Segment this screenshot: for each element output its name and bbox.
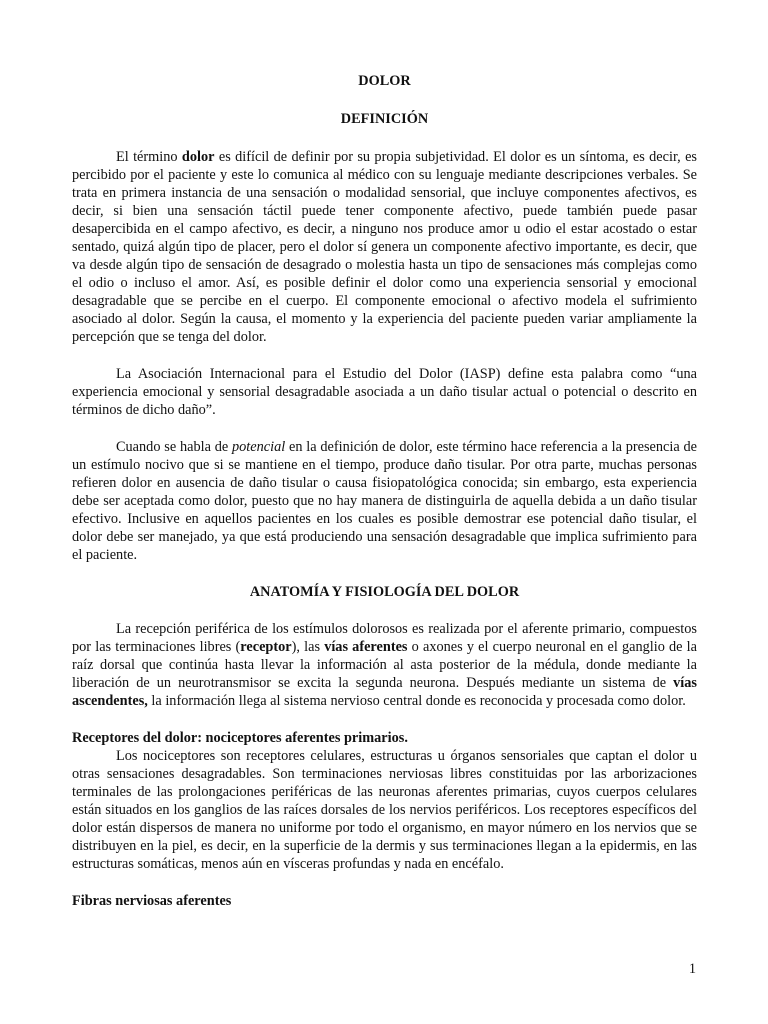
bold-term: dolor bbox=[181, 149, 215, 165]
bold-term: receptor bbox=[240, 639, 292, 655]
page-number: 1 bbox=[688, 961, 696, 977]
paragraph-receptores-1 bbox=[72, 747, 697, 873]
text-run: La recepción periférica de los estímulos dolorosos es realizada por el aferente primario, compuestos por las terminaciones libres ( bbox=[72, 621, 697, 655]
paragraph-definicion-3 bbox=[72, 438, 697, 564]
subheading-receptores: Receptores del dolor: nociceptores aferentes primarios. bbox=[72, 730, 408, 746]
document-title: DOLOR bbox=[358, 73, 411, 89]
text-run: la información llega al sistema nervioso central donde es reconocida y procesada como dolor. bbox=[147, 693, 686, 709]
section-heading-anatomia: ANATOMÍA Y FISIOLOGÍA DEL DOLOR bbox=[249, 584, 520, 600]
text-run: es difícil de definir por su propia subjetividad. El dolor es un síntoma, es decir, es percibido por el paciente y este lo comunica al médico con su lenguaje mediante descripciones verbales. Se trata en primera instancia de una sensación o modalidad sensorial, que incluye componentes afectivos, es decir, si bien una sensación táctil puede tener componente afectivo, puede también puede pasar desapercibida en el campo afectivo, es decir, a ninguno nos produce amor u odio el estar acostado o estar sentado, quizá algún tipo de placer, pero el dolor sí genera un componente afectivo importante, es decir, que va desde algún tipo de sensación de desagrado o molestia hasta un tipo de sensaciones más complejas como el odio o incluso el amor. Así, es posible definir el dolor como una experiencia sensorial y emocional desagradable que se percibe en el cuerpo. El componente emocional o afectivo modela el sufrimiento asociado al dolor. Según la causa, el momento y la experiencia del paciente pueden variar ampliamente la percepción que se tenga del dolor. bbox=[72, 149, 697, 345]
text-run: El término bbox=[116, 149, 182, 165]
text-run: o axones y el cuerpo neuronal en el ganglio de la raíz dorsal que continúa hasta llevar la información al asta posterior de la médula, donde mediante la liberación de un neurotransmisor se excita la segunda neurona. Después mediante un sistema de bbox=[72, 639, 697, 691]
bold-term: vías aferentes bbox=[324, 639, 408, 655]
text-run: en la definición de dolor, este término hace referencia a la presencia de un estímulo nocivo que si se mantiene en el tiempo, produce daño tisular. Por otra parte, muchas personas refieren dolor en ausencia de daño tisular o causa fisiopatológica conocida; sin embargo, esta experiencia debe ser aceptada como dolor, puesto que no hay manera de distinguirla de aquella debida a un daño tisular efectivo. Inclusive en aquellos pacientes en los cuales es posible demostrar ese potencial daño tisular, el dolor debe ser manejado, ya que está produciendo una sensación desagradable que implica sufrimiento para el paciente. bbox=[72, 439, 697, 563]
paragraph-definicion-1 bbox=[72, 148, 697, 346]
text-run: La Asociación Internacional para el Estudio del Dolor (IASP) define esta palabra como “una experiencia emocional y sensorial desagradable asociada a un daño tisular actual o potencial o descrito en términos de dicho daño”. bbox=[72, 366, 697, 418]
text-run: ), las bbox=[291, 639, 325, 655]
subheading-fibras: Fibras nerviosas aferentes bbox=[72, 893, 232, 909]
text-run: Cuando se habla de bbox=[116, 439, 232, 455]
italic-term: potencial bbox=[231, 439, 286, 455]
document-page bbox=[72, 72, 697, 910]
section-heading-definicion: DEFINICIÓN bbox=[340, 111, 429, 127]
text-run: Los nociceptores son receptores celulares, estructuras u órganos sensoriales que captan el dolor u otras sensaciones desagradables. Son terminaciones nerviosas libres constituidas por las arborizaciones terminales de las prolongaciones periféricas de las neuronas aferentes primarias, cuyos cuerpos celulares están situados en los ganglios de las raíces dorsales de los nervios periféricos. Los receptores específicos del dolor están dispersos de manera no uniforme por todo el organismo, en mayor número en los nervios que se distribuyen en la piel, es decir, en la superficie de la dermis y sus terminaciones llegan a la epidermis, en las estructuras somáticas, menos aún en vísceras profundas y nada en encéfalo. bbox=[72, 748, 697, 872]
paragraph-definicion-2 bbox=[72, 365, 697, 419]
bold-term: vías ascendentes, bbox=[72, 675, 697, 709]
paragraph-anatomia-1 bbox=[72, 620, 697, 710]
